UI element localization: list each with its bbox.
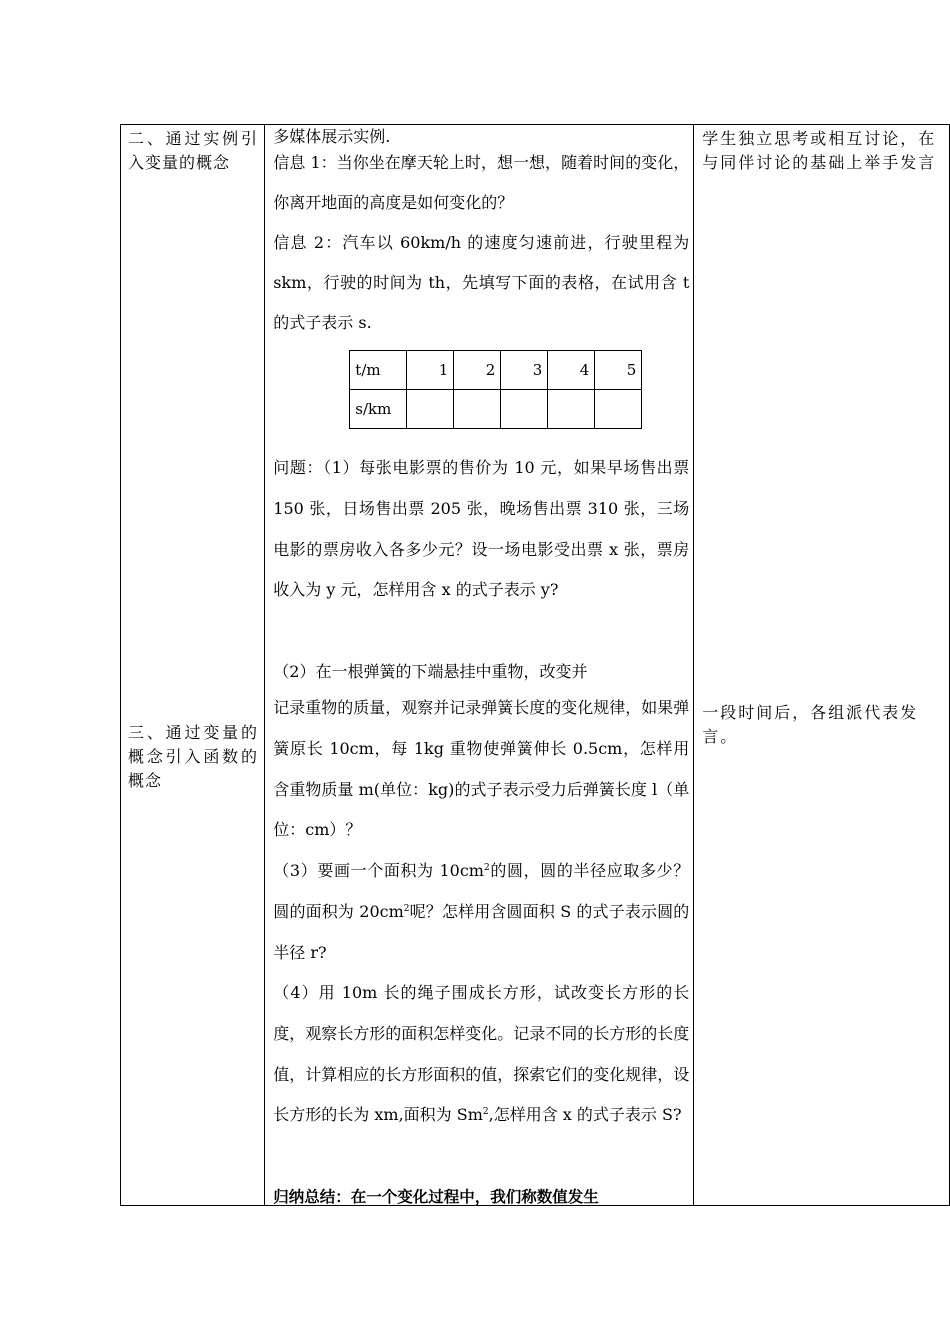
table-cell <box>454 390 501 429</box>
question-4-text: （4）用 10m 长的绳子围成长方形，试改变长方形的长度，观察长方形的面积怎样变化。记录不同的长方形的长度值，计算相应的长方形面积的值，探索它们的变化规律，设长方形的长为 xm,面积为 Sm$^2$,怎样用含 x 的式子表示 S? <box>273 983 690 1125</box>
activity-line-3: 一段时间后，各组派代表发 <box>702 703 919 722</box>
table-cell <box>595 390 642 429</box>
table-cell: 3 <box>501 351 548 390</box>
table-row <box>350 351 642 390</box>
table-cell: 5 <box>595 351 642 390</box>
info-1-text: 信息 1：当你坐在摩天轮上时，想一想，随着时间的变化，你离开地面的高度是如何变化的？ <box>273 153 690 212</box>
question-3-text: （3）要画一个面积为 $10cm^2$的圆，圆的半径应取多少？圆的面积为 $20cm^2$呢？怎样用含圆面积 S 的式子表示圆的半径 r? <box>273 861 690 962</box>
section-2-title: 二、通过实例引入变量的概念 <box>128 129 258 172</box>
table-cell: 1 <box>407 351 454 390</box>
table-row <box>350 390 642 429</box>
student-activity-column <box>694 125 950 1206</box>
stage-column <box>121 125 265 1206</box>
activity-line-4: 言。 <box>702 727 739 746</box>
table-cell <box>548 390 595 429</box>
table-header-s: s/km <box>350 390 407 429</box>
table-cell <box>501 390 548 429</box>
table-cell: 2 <box>454 351 501 390</box>
intro-text: 多媒体展示实例. <box>273 127 391 146</box>
section-3-title: 三、通过变量的概念引入函数的概念 <box>128 723 258 790</box>
info-2-text: 信息 2：汽车以 60km/h 的速度匀速前进，行驶里程为 skm，行驶的时间为 th，先填写下面的表格，在试用含 t 的式子表示 s. <box>273 233 690 332</box>
table-header-t: t/m <box>350 351 407 390</box>
question-2-text: 记录重物的质量，观察并记录弹簧长度的变化规律，如果弹簧原长 10cm，每 1kg 重物使弹簧伸长 0.5cm，怎样用含重物质量 m(单位：kg)的式子表示受力后弹簧长度 l（单位：cm）？ <box>273 698 690 840</box>
activity-line-2: 与同伴讨论的基础上举手发言 <box>702 153 937 172</box>
summary-text: 归纳总结：在一个变化过程中，我们称数值发生 <box>273 1188 599 1206</box>
table-cell: 4 <box>548 351 595 390</box>
question-2-first-line: （2）在一根弹簧的下端悬挂中重物，改变并 <box>273 662 588 681</box>
speed-table <box>349 350 642 429</box>
activity-line-1: 学生独立思考或相互讨论，在 <box>702 129 937 148</box>
lesson-plan-table <box>120 124 950 1206</box>
question-1-text: 问题：（1）每张电影票的售价为 10 元，如果早场售出票 150 张，日场售出票 205 张，晚场售出票 310 张，三场电影的票房收入各多少元？设一场电影受出票 x 张，票房收入为 y 元，怎样用含 x 的式子表示 y? <box>273 458 690 600</box>
table-cell <box>407 390 454 429</box>
teacher-activity-column <box>265 125 694 1206</box>
